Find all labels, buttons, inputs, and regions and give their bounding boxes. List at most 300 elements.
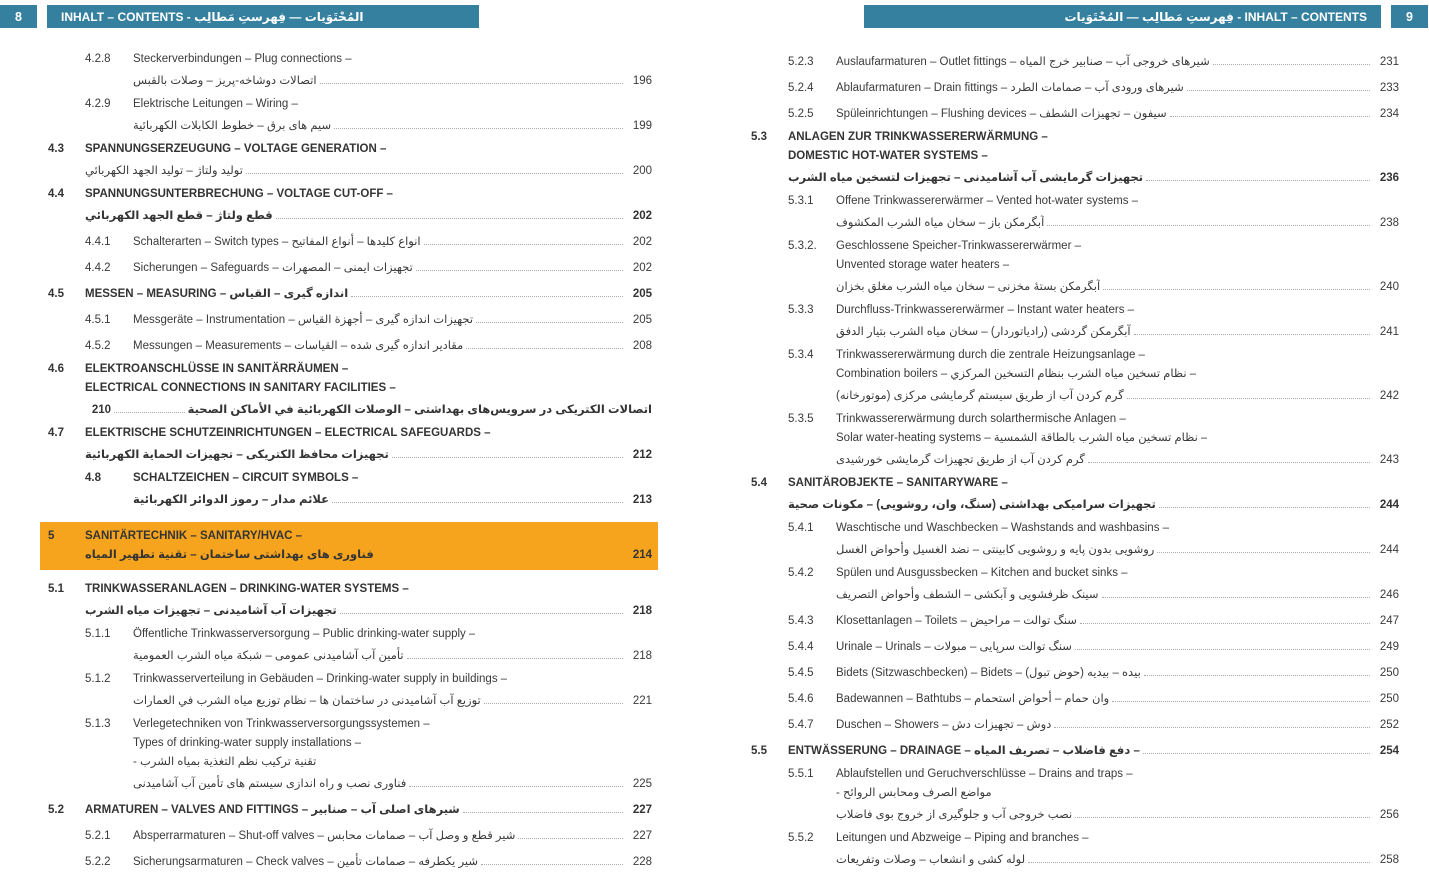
entry-text: Badewannen – Bathtubs – وان حمام – أحواض استحمام [836,693,1110,705]
entry-text: تجهيزات سراميكى بهداشتى (سنگ، وان، روشويى) – مكونات صحية [788,499,1156,511]
toc-entry [48,230,652,252]
page-right [714,0,1428,866]
page-ref: 213 [632,494,652,506]
toc-entry-line [751,713,1399,735]
page-ref: 247 [1379,615,1399,627]
section-title-arabic: فناورى هاى بهداشتى ساختمان – تقنية تطهير المياه [85,549,374,561]
page-ref: 250 [1379,667,1399,679]
toc-entry-line [48,798,652,820]
toc-entry-line [48,398,652,420]
page-ref: 252 [1379,719,1399,731]
toc-entry-line [48,95,652,114]
header-title-bar: INHALT – CONTENTS - المُحْتَوَيات — فِهرستِ مَطالِب [47,5,479,28]
toc-entry-line [751,128,1399,147]
entry-text: DOMESTIC HOT-WATER SYSTEMS – [788,150,988,162]
page-ref: 258 [1379,854,1399,866]
toc-entry-line [751,237,1399,256]
dot-leader [1080,609,1370,624]
toc-entry-line [751,538,1399,560]
entry-number: 5.2.3 [788,56,814,68]
entry-number: 5.1.2 [85,673,111,685]
toc-entry [48,334,652,356]
entry-text: تجهيزات محافظ الكتريكى – تجهيزات الحماية الكهربائية [85,449,389,461]
toc-entry-line [48,159,652,181]
toc-entry [751,739,1399,761]
page-ref: 234 [1379,108,1399,120]
page-ref: 227 [632,830,652,842]
entry-text: Unvented storage water heaters – [836,259,1010,271]
toc-entry-line [751,301,1399,320]
entry-number: 5.3.4 [788,349,814,361]
entry-number: 5.4.1 [788,522,814,534]
toc-entry [751,50,1399,72]
toc-entry-line [751,275,1399,297]
entry-text: Duschen – Showers – دوش – تجهيزات دش [836,719,1052,731]
page-ref: 218 [632,650,652,662]
dot-leader [114,398,185,413]
toc-entry [751,564,1399,605]
dot-leader [1102,583,1370,598]
toc-entry [48,140,652,181]
entry-text: Geschlossene Speicher-Trinkwassererwärmer – [836,240,1081,252]
entry-text: Offene Trinkwassererwärmer – Vented hot-water systems – [836,195,1139,207]
toc-entry-line [751,346,1399,365]
dot-leader [1159,493,1370,508]
entry-text: لوله كشى و انشعاب – وصلات وتفريعات [836,854,1026,866]
page-ref: 218 [632,605,652,617]
toc-list-left [48,46,652,872]
dot-leader [1088,448,1370,463]
page-ref: 254 [1379,745,1399,757]
entry-text: ANLAGEN ZUR TRINKWASSERERWÄRMUNG – [788,131,1048,143]
dot-leader [246,159,623,174]
toc-entry-line [48,282,652,304]
toc-entry-line [751,50,1399,72]
toc-entry [48,824,652,846]
page-ref: 199 [632,120,652,132]
page-header [864,5,1428,28]
page-ref: 238 [1379,217,1399,229]
toc-entry-line [48,69,652,91]
toc-entry [751,635,1399,657]
entry-number: 4.5.1 [85,314,111,326]
dot-leader [481,850,623,865]
entry-text: Urinale – Urinals – سنگ توالت سرپايى – مبولات [836,641,1072,653]
entry-text: Trinkwassererwärmung durch solarthermische Anlagen – [836,413,1126,425]
toc-entry [48,469,652,510]
dot-leader [1187,76,1370,91]
page-ref: 242 [1379,390,1399,402]
entry-number: 4.2.9 [85,98,111,110]
entry-text: گرم كردن آب از طريق تجهيزات گرمايشى خورشيدى [836,454,1085,466]
entry-number: 5.4.4 [788,641,814,653]
toc-entry [48,185,652,226]
toc-entry [48,95,652,136]
toc-entry-line [751,192,1399,211]
section-page-ref: 214 [632,549,652,561]
toc-entry-line [751,147,1399,166]
page-ref: 236 [1379,172,1399,184]
section-title: SANITÄRTECHNIK – SANITARY/HVAC – [85,530,303,542]
toc-entry-line [48,140,652,159]
entry-text: تجهيزات گرمايشى آب آشاميدنى – تجهيزات لتسخين مياه الشرب [788,172,1144,184]
toc-entry [48,798,652,820]
toc-entry [751,609,1399,631]
page-ref: 202 [632,262,652,274]
dot-leader [351,282,623,297]
entry-text: Trinkwassererwärmung durch die zentrale Heizungsanlage – [836,349,1145,361]
page-ref: 250 [1379,693,1399,705]
toc-entry-line [48,689,652,711]
toc-entry-line [751,166,1399,188]
dot-leader [1134,320,1370,335]
toc-entry-line [48,715,652,734]
page-ref: 244 [1379,499,1399,511]
dot-leader [1047,211,1370,226]
toc-entry [751,661,1399,683]
entry-text: Bidets (Sitzwaschbecken) – Bidets – بيده – بيديه (حوض تبول) [836,667,1141,679]
toc-entry-line [751,784,1399,803]
header-title-bar: فِهرستِ مَطالِب — المُحْتَوَيات - INHALT – CONTENTS [864,5,1381,28]
toc-entry-line [751,256,1399,275]
entry-number: 4.4.1 [85,236,111,248]
entry-number: 4.5 [48,288,64,300]
toc-entry-line [751,583,1399,605]
page-ref: 227 [632,804,652,816]
dot-leader [407,644,623,659]
toc-entry-line [48,360,652,379]
entry-text: علائم مدار – رموز الدوائر الكهربائية [133,494,329,506]
dot-leader [1157,538,1370,553]
entry-number: 5.2.2 [85,856,111,868]
toc-entry-line [751,739,1399,761]
entry-text: ARMATUREN – VALVES AND FITTINGS – شيرهاى اصلى آب – صنابير [85,804,460,816]
toc-entry [751,765,1399,825]
page-ref: 225 [632,778,652,790]
entry-text: Öffentliche Trinkwasserversorgung – Public drinking-water supply – [133,628,476,640]
entry-text: ENTWÄSSERUNG – DRAINAGE – دفع فاضلاب – تصريف المياه – [788,745,1140,757]
entry-text: نصب خروجى آب و جلوگيرى از خروج بوى فاضلاب [836,809,1073,821]
page-header [0,5,479,28]
entry-text: Types of drinking-water supply installations – [133,737,362,749]
toc-entry [751,410,1399,470]
toc-entry-line [48,185,652,204]
toc-entry-line [48,644,652,666]
toc-entry [48,360,652,420]
toc-entry-line [48,670,652,689]
dot-leader [416,256,623,271]
entry-number: 5.4 [751,477,767,489]
entry-text: ELECTRICAL CONNECTIONS IN SANITARY FACILITIES – [85,382,396,394]
page-ref: 221 [632,695,652,707]
toc-list-right [751,46,1399,870]
toc-entry [48,580,652,621]
entry-text: Verlegetechniken von Trinkwasserversorgungssystemen – [133,718,430,730]
entry-text: Combination boilers – نظام تسخين مياه الشرب بنظام التسخين المركزي – [836,368,1197,380]
toc-entry-line [751,76,1399,98]
dot-leader [1103,275,1370,290]
entry-number: 5.1.1 [85,628,111,640]
dot-leader [1213,50,1370,65]
entry-number: 5.3.2. [788,240,817,252]
toc-entry-line [48,734,652,753]
dot-leader [1146,166,1370,181]
toc-entry [48,424,652,465]
page-ref: 233 [1379,82,1399,94]
dot-leader [276,204,623,219]
toc-entry-line [48,580,652,599]
entry-number: 5.4.7 [788,719,814,731]
toc-entry [751,519,1399,560]
dot-leader [1112,687,1370,702]
entry-number: 5.2 [48,804,64,816]
entry-text: سينک ظرفشويى و آبكشى – الشطف وأحواض التصريف [836,589,1099,601]
toc-entry-line [48,753,652,772]
toc-entry-line [751,765,1399,784]
dot-leader [1054,713,1370,728]
entry-text: Waschtische und Waschbecken – Washstands and washbasins – [836,522,1170,534]
toc-entry-line [48,488,652,510]
toc-entry [751,474,1399,515]
dot-leader [1028,848,1370,863]
page-ref: 205 [632,314,652,326]
toc-entry [751,713,1399,735]
dot-leader [1075,803,1370,818]
entry-text: MESSEN – MEASURING – اندازه گيرى – القياس [85,288,349,300]
dot-leader [392,443,623,458]
toc-entry-line [751,211,1399,233]
toc-entry-line [48,469,652,488]
entry-text: - مواضع الصرف ومحابس الروائح [836,787,992,799]
page-number-box: 9 [1391,5,1428,28]
entry-number: 4.5.2 [85,340,111,352]
entry-text: Solar water-heating systems – نظام تسخين مياه الشرب بالطاقة الشمسية – [836,432,1208,444]
toc-entry-line [48,824,652,846]
entry-text: Schalterarten – Switch types – انواع كليدها – أنواع المفاتيح [133,236,421,248]
section-number: 5 [48,530,55,542]
page-ref: 208 [632,340,652,352]
entry-number: 5.2.5 [788,108,814,120]
section-banner [40,522,658,570]
dot-leader [1144,661,1370,676]
toc-entry-line [751,493,1399,515]
toc-entry [751,687,1399,709]
dot-leader [1075,635,1370,650]
page-ref: 246 [1379,589,1399,601]
page-ref: 228 [632,856,652,868]
toc-entry [48,50,652,91]
entry-text: SANITÄROBJEKTE – SANITARYWARE – [788,477,1008,489]
page-ref: 249 [1379,641,1399,653]
entry-text: ELEKTROANSCHLÜSSE IN SANITÄRRÄUMEN – [85,363,349,375]
toc-entry-line [751,635,1399,657]
entry-number: 5.3.5 [788,413,814,425]
toc-entry-line [751,829,1399,848]
toc-entry [751,237,1399,297]
entry-text: ELEKTRISCHE SCHUTZEINRICHTUNGEN – ELECTRICAL SAFEGUARDS – [85,427,491,439]
toc-entry-line [751,410,1399,429]
toc-entry [48,282,652,304]
entry-number: 5.3.3 [788,304,814,316]
page-ref: 243 [1379,454,1399,466]
entry-text: گرم كردن آب از طريق سيستم گرمايشى مركزى (موتورخانه) [836,390,1124,402]
dot-leader [1143,739,1370,754]
toc-entry-line [751,848,1399,870]
toc-entry [751,346,1399,406]
toc-entry-line [751,384,1399,406]
entry-number: 5.1 [48,583,64,595]
entry-text: Sicherungen – Safeguards – تجهيزات ايمنى – المصهرات [133,262,413,274]
dot-leader [424,230,623,245]
entry-number: 5.5 [751,745,767,757]
page-ref: 202 [632,236,652,248]
entry-number: 4.2.8 [85,53,111,65]
page-ref: 212 [632,449,652,461]
page-ref: 241 [1379,326,1399,338]
toc-entry-line [48,230,652,252]
toc-entry-line [48,308,652,330]
page-ref: 200 [632,165,652,177]
entry-text: اتصالات الكتريكى در سرويس‌هاى بهداشتى – الوصلات الكهربائية في الأماكن الصحية [187,404,652,416]
entry-number: 4.4.2 [85,262,111,274]
page-ref: 244 [1379,544,1399,556]
entry-text: آبگرمكن باز – سخان مياه الشرب المكشوف [836,217,1045,229]
entry-text: Ablaufarmaturen – Drain fittings – شيرهاى ورودى آب – صمامات الطرد [836,82,1184,94]
entry-text: SCHALTZEICHEN – CIRCUIT SYMBOLS – [133,472,359,484]
toc-entry [48,256,652,278]
toc-entry [751,192,1399,233]
toc-entry-line [751,609,1399,631]
entry-text: فناورى نصب و راه اندازى سيستم هاى تأمين آب آشاميدنى [133,778,407,790]
toc-entry-line [48,379,652,398]
toc-entry-line [751,365,1399,384]
page-ref: 231 [1379,56,1399,68]
toc-entry-line [48,334,652,356]
entry-text: TRINKWASSERANLAGEN – DRINKING-WATER SYSTEMS – [85,583,409,595]
toc-entry [48,715,652,794]
entry-text: Absperrarmaturen – Shut-off valves – شير قطع و وصل آب – صمامات محابس [133,830,516,842]
toc-entry [48,625,652,666]
entry-number: 5.4.2 [788,567,814,579]
page-ref: 196 [632,75,652,87]
entry-text: Elektrische Leitungen – Wiring – [133,98,298,110]
entry-text: Auslaufarmaturen – Outlet fittings – شيرهاى خروجى آب – صنابير خرج المياه [836,56,1210,68]
entry-number: 4.6 [48,363,64,375]
entry-text: Ablaufstellen und Geruchverschlüsse – Drains and traps – [836,768,1133,780]
entry-text: Steckerverbindungen – Plug connections – [133,53,352,65]
dot-leader [476,308,623,323]
entry-text: Spüleinrichtungen – Flushing devices – سيفون – تجهيزات الشطف [836,108,1167,120]
entry-text: Trinkwasserverteilung in Gebäuden – Drinking-water supply in buildings – [133,673,508,685]
entry-text: SPANNUNGSUNTERBRECHUNG – VOLTAGE CUT-OFF – [85,188,393,200]
toc-entry [751,128,1399,188]
entry-text: - تقنية تركيب نظم التغذية بمياه الشرب [133,756,317,768]
page-ref: 256 [1379,809,1399,821]
toc-entry-line [751,687,1399,709]
toc-entry-line [751,448,1399,470]
toc-entry-line [751,803,1399,825]
page-ref: 205 [632,288,652,300]
toc-entry-line [751,474,1399,493]
entry-text: آبگرمكن گردشى (رادياتوردار) – سخان مياه الشرب بتيار الدفق [836,326,1131,338]
toc-entry-line [48,850,652,872]
entry-text: توزيع آب آشاميدنى در ساختمان ها – نظام توزيع مياه الشرب في العمارات [133,695,481,707]
page-number-box: 8 [0,5,37,28]
entry-number: 5.4.6 [788,693,814,705]
page-ref: 202 [632,210,652,222]
entry-number: 5.1.3 [85,718,111,730]
entry-number: 5.2.4 [788,82,814,94]
page-left [0,0,714,868]
toc-entry-line [48,424,652,443]
toc-entry-line [751,519,1399,538]
entry-text: Durchfluss-Trinkwassererwärmer – Instant water heaters – [836,304,1135,316]
toc-entry [751,76,1399,98]
dot-leader [409,772,623,787]
dot-leader [484,689,623,704]
toc-entry-line [48,625,652,644]
entry-number: 5.4.3 [788,615,814,627]
entry-text: تجهيزات آب آشاميدنى – تجهيزات مياه الشرب [85,605,337,617]
toc-entry-line [48,114,652,136]
toc-entry [751,301,1399,342]
entry-number: 5.5.2 [788,832,814,844]
dot-leader [1127,384,1370,399]
toc-entry [751,829,1399,870]
entry-number: 5.4.5 [788,667,814,679]
entry-number: 4.8 [85,472,101,484]
toc-entry-line [48,772,652,794]
entry-text: آبگرمكن بستهٔ مخزنى – سخان مياه الشرب مغلق بخزان [836,281,1101,293]
toc-entry [48,670,652,711]
toc-entry [48,308,652,330]
dot-leader [334,114,623,129]
toc-entry-line [48,256,652,278]
toc-entry-line [751,661,1399,683]
toc-entry-line [751,564,1399,583]
entry-text: Messungen – Measurements – مقادير اندازه گيرى شده – القياسات [133,340,464,352]
toc-entry-line [751,102,1399,124]
dot-leader [340,599,623,614]
toc-entry-line [751,320,1399,342]
toc-entry-line [48,50,652,69]
entry-number: 5.5.1 [788,768,814,780]
entry-number: 4.3 [48,143,64,155]
entry-text: قطع ولتاژ – قطع الجهد الكهربائي [85,210,273,222]
entry-text: سيم هاى برق – خطوط الكابلات الكهربائية [133,120,332,132]
toc-entry [751,102,1399,124]
entry-text: تأمين آب آشاميدنى عمومى – شبكة مياه الشرب العمومية [133,650,404,662]
entry-number: 4.7 [48,427,64,439]
toc-entry-line [48,204,652,226]
entry-text: Klosettanlagen – Toilets – سنگ توالت – مراحيض [836,615,1077,627]
toc-entry-line [751,429,1399,448]
entry-number: 4.4 [48,188,64,200]
entry-text: اتصالات دوشاخه-پريز – وصلات بالقبس [133,75,317,87]
entry-text: Messgeräte – Instrumentation – تجهيزات اندازه گيرى – أجهزة القياس [133,314,474,326]
page-ref: 240 [1379,281,1399,293]
entry-number: 5.3 [751,131,767,143]
page-ref: 210 [91,404,111,416]
entry-number: 5.2.1 [85,830,111,842]
dot-leader [518,824,623,839]
entry-number: 5.3.1 [788,195,814,207]
toc-entry-line [48,599,652,621]
toc-entry [48,850,652,872]
entry-text: Spülen und Ausgussbecken – Kitchen and bucket sinks – [836,567,1128,579]
dot-leader [1170,102,1370,117]
dot-leader [463,798,623,813]
